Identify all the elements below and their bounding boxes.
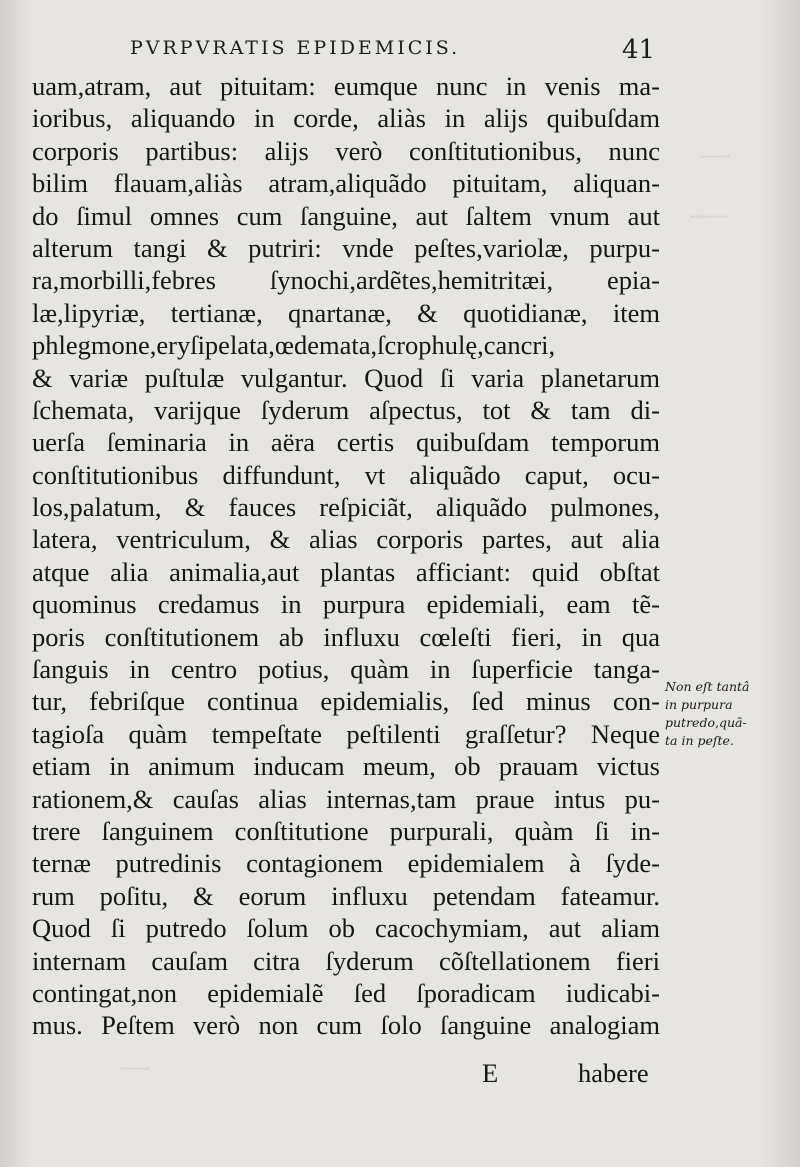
marginal-note-line: ta in peſte. (665, 733, 734, 748)
text-line: trere ſanguinem conſtitutione purpurali, quàm ſi in- (32, 815, 660, 846)
text-line: poris conſtitutionem ab influxu cœleſti fieri, in qua (32, 621, 660, 652)
text-line: contingat,non epidemialẽ ſed ſporadicam iudicabi- (32, 977, 660, 1008)
text-line: phlegmone,eryſipelata,œdemata,ſcrophulę,cancri, (32, 330, 556, 361)
text-line: mus. Peſtem verò non cum ſolo ſanguine analogiam (32, 1010, 660, 1041)
marginal-note-line: Non eſt tantâ (665, 679, 750, 694)
text-line: læ,lipyriæ, tertianæ, qnartanæ, & quotidianæ, item (32, 297, 660, 328)
text-line: ioribus, aliquando in corde, aliàs in alijs quibuſdam (32, 103, 660, 134)
text-line: Quod ſi putredo ſolum ob cacochymiam, aut aliam (32, 913, 660, 944)
text-line: uerſa ſeminaria in aëra certis quibuſdam temporum (32, 427, 660, 458)
marginal-note (665, 678, 795, 750)
text-line: atque alia animalia,aut plantas afficiant: quid obſtat (32, 556, 660, 587)
text-line: ternæ putredinis contagionem epidemialem à ſyde- (32, 848, 660, 879)
text-line: latera, ventriculum, & alias corporis partes, aut alia (32, 524, 660, 555)
text-line: uam,atram, aut pituitam: eumque nunc in venis ma- (32, 71, 660, 101)
text-line: alterum tangi & putriri: vnde peſtes,variolæ, purpu- (32, 232, 660, 263)
show-through-ink: ~~~~ (120, 1062, 151, 1077)
text-line: quominus credamus in purpura epidemiali, eam tẽ- (32, 589, 660, 620)
text-line: tur, febriſque continua epidemialis, ſed minus con- (32, 686, 660, 717)
show-through-ink: ~~~~~ (690, 210, 728, 225)
text-line: ſchemata, varijque ſyderum aſpectus, tot & tam di- (32, 394, 660, 425)
text-line: ſanguis in centro potius, quàm in ſuperficie tanga- (32, 654, 660, 685)
text-line: ra,morbilli,febres ſynochi,ardẽtes,hemitritæi, epia- (32, 265, 660, 296)
text-line: conſtitutionibus diffundunt, vt aliquãdo caput, ocu- (32, 459, 660, 490)
text-line: rationem,& cauſas alias internas,tam praue intus pu- (32, 783, 660, 814)
catchword: habere (578, 1058, 649, 1088)
text-line: bilim flauam,aliàs atram,aliquãdo pituitam, aliquan- (32, 168, 660, 199)
text-line: tagioſa quàm tempeſtate peſtilenti graſſetur? Neque (32, 718, 660, 749)
text-line: internam cauſam citra ſyderum cõſtellationem fieri (32, 945, 660, 976)
text-line: rum poſitu, & eorum influxu petendam fateamur. (32, 880, 660, 911)
text-line: do ſimul omnes cum ſanguine, aut ſaltem vnum aut (32, 200, 660, 231)
text-line: etiam in animum inducam meum, ob prauam victus (32, 751, 660, 782)
text-line: los,palatum, & fauces reſpiciãt, aliquãdo pulmones, (32, 492, 660, 523)
text-line: & variæ puſtulæ vulgantur. Quod ſi varia planetarum (32, 362, 660, 393)
signature-mark: E (482, 1058, 499, 1088)
show-through-ink: ~~~~ (700, 150, 731, 165)
marginal-note-line: putredo,quã- (665, 715, 747, 730)
marginal-note-line: in purpura (665, 697, 733, 712)
text-line: corporis partibus: alijs verò conſtitutionibus, nunc (32, 135, 660, 166)
page-number: 41 (622, 35, 656, 65)
running-title: PVRPVRATIS EPIDEMICIS. (130, 37, 461, 59)
body-text (32, 70, 660, 1042)
